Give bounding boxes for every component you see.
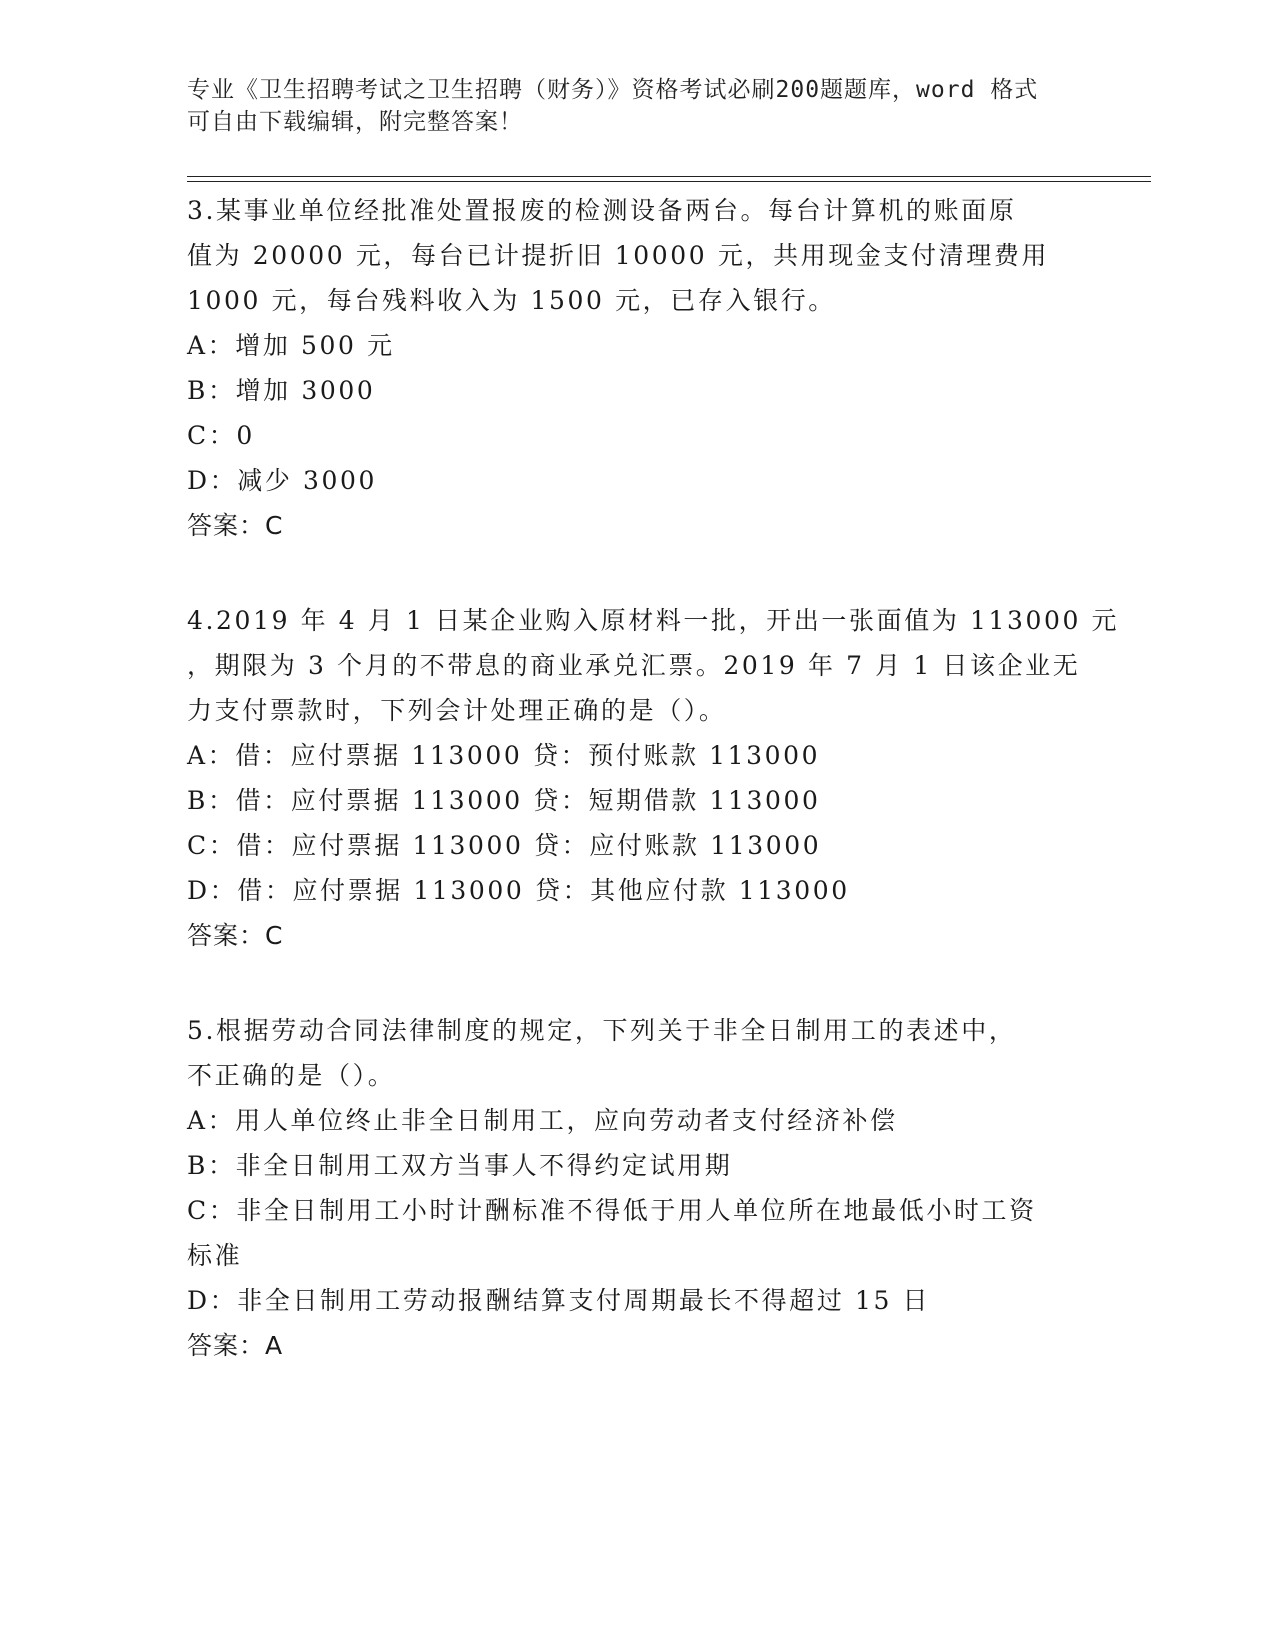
option-c: C：借：应付票据 113000 贷：应付账款 113000 — [187, 831, 822, 860]
header-divider-bottom — [187, 181, 1151, 182]
option-b: B：借：应付票据 113000 贷：短期借款 113000 — [187, 786, 821, 815]
option-a: A：借：应付票据 113000 贷：预付账款 113000 — [187, 741, 821, 770]
question-stem-line: 力支付票款时，下列会计处理正确的是（）。 — [187, 696, 727, 725]
option-c: C：非全日制用工小时计酬标准不得低于用人单位所在地最低小时工资 — [187, 1196, 1037, 1225]
header-divider-top — [187, 176, 1151, 177]
answer-line: 答案：C — [187, 511, 284, 540]
option-a: A：增加 500 元 — [187, 331, 395, 360]
document-header — [187, 74, 1087, 138]
option-c-continuation: 标准 — [187, 1241, 243, 1270]
question-3 — [187, 188, 1087, 548]
option-a: A：用人单位终止非全日制用工，应向劳动者支付经济补偿 — [187, 1106, 898, 1135]
question-stem-line: 1000 元，每台残料收入为 1500 元，已存入银行。 — [187, 286, 836, 315]
option-d: D：非全日制用工劳动报酬结算支付周期最长不得超过 15 日 — [187, 1286, 931, 1315]
question-5 — [187, 1008, 1087, 1368]
question-stem-line: 3.某事业单位经批准处置报废的检测设备两台。每台计算机的账面原 — [187, 196, 1017, 225]
option-d: D：借：应付票据 113000 贷：其他应付款 113000 — [187, 876, 850, 905]
option-d: D：减少 3000 — [187, 466, 378, 495]
question-stem-line: 不正确的是（）。 — [187, 1061, 396, 1090]
answer-line: 答案：C — [187, 921, 284, 950]
question-4 — [187, 598, 1120, 958]
option-b: B：非全日制用工双方当事人不得约定试用期 — [187, 1151, 733, 1180]
header-line-2: 可自由下载编辑，附完整答案！ — [187, 109, 523, 135]
question-stem-line: ，期限为 3 个月的不带息的商业承兑汇票。2019 年 7 月 1 日该企业无 — [187, 651, 1081, 680]
question-stem-line: 5.根据劳动合同法律制度的规定，下列关于非全日制用工的表述中， — [187, 1016, 1017, 1045]
answer-line: 答案：A — [187, 1331, 284, 1360]
header-line-1: 专业《卫生招聘考试之卫生招聘（财务）》资格考试必刷200题题库，word 格式 — [187, 77, 1039, 103]
option-c: C：0 — [187, 421, 255, 450]
option-b: B：增加 3000 — [187, 376, 376, 405]
question-stem-line: 4.2019 年 4 月 1 日某企业购入原材料一批，开出一张面值为 113000 元 — [187, 606, 1120, 635]
question-stem-line: 值为 20000 元，每台已计提折旧 10000 元，共用现金支付清理费用 — [187, 241, 1050, 270]
